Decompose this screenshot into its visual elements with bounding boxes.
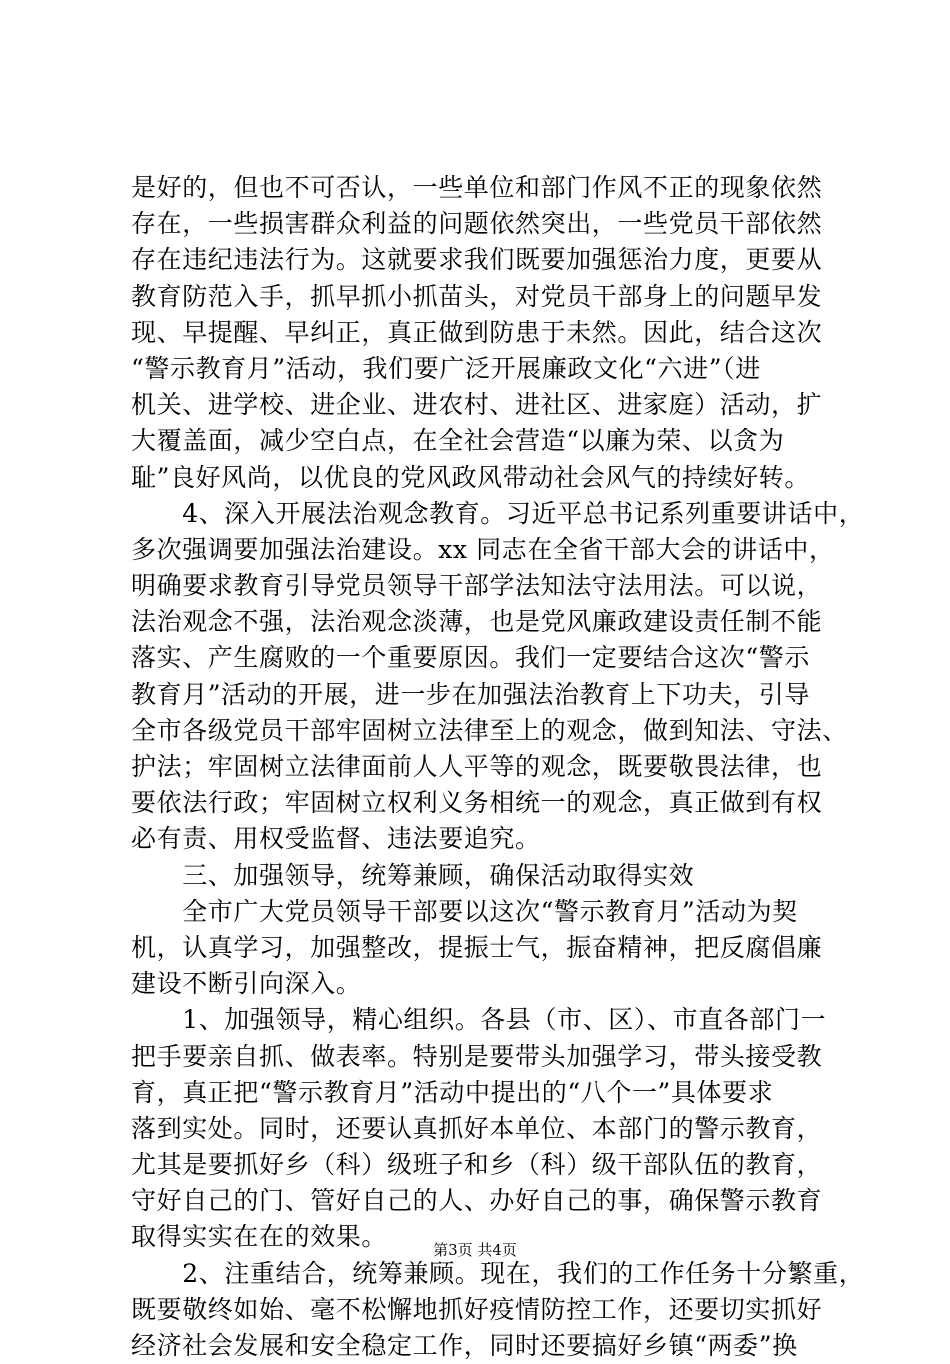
text-line: 1、加强领导，精心组织。各县（市、区）、市直各部门一 — [131, 1005, 827, 1035]
text-line: 机，认真学习，加强整改，提振士气，振奋精神，把反腐倡廉 — [131, 932, 823, 962]
text-line: 2、注重结合，统筹兼顾。现在，我们的工作任务十分繁重， — [131, 1258, 865, 1288]
text-line: 落实、产生腐败的一个重要原因。我们一定要结合这次“警示 — [131, 643, 810, 673]
text-line: 护法；牢固树立法律面前人人平等的观念，既要敬畏法律，也 — [131, 752, 823, 781]
text-line: 教育防范入手，抓早抓小抓苗头，对党员干部身上的问题早发 — [131, 281, 823, 311]
text-line: 落到实处。同时，还要认真抓好本单位、本部门的警示教育， — [131, 1113, 823, 1143]
text-line: 机关、进学校、进企业、进农村、进社区、进家庭）活动，扩 — [131, 390, 823, 420]
text-line: 教育月”活动的开展，进一步在加强法治教育上下功夫，引导 — [131, 679, 810, 709]
text-line: 明确要求教育引导党员领导干部学法知法守法用法。可以说， — [131, 571, 823, 601]
text-line: 尤其是要抓好乡（科）级班子和乡（科）级干部队伍的教育， — [131, 1150, 823, 1180]
text-line: 多次强调要加强法治建设。xx 同志在全省干部大会的讲话中， — [131, 534, 835, 564]
text-line: “警示教育月”活动，我们要广泛开展廉政文化“六进”（进 — [131, 353, 761, 383]
text-line: 把手要亲自抓、做表率。特别是要带头加强学习，带头接受教 — [131, 1041, 823, 1071]
text-line: 既要敬终如始、毫不松懈地抓好疫情防控工作，还要切实抓好 — [131, 1294, 823, 1324]
text-line: 全市广大党员领导干部要以这次“警示教育月”活动为契 — [131, 896, 798, 926]
text-line: 4、深入开展法治观念教育。习近平总书记系列重要讲话中， — [131, 498, 865, 528]
text-line: 育，真正把“警示教育月”活动中提出的“八个一”具体要求 — [131, 1077, 774, 1107]
text-line: 法治观念不强，法治观念淡薄，也是党风廉政建设责任制不能 — [131, 607, 823, 637]
text-line: 全市各级党员干部牢固树立法律至上的观念，做到知法、守法、 — [131, 715, 848, 745]
text-line: 大覆盖面，减少空白点，在全社会营造“以廉为荣、以贪为 — [131, 426, 785, 456]
text-line: 经济社会发展和安全稳定工作，同时还要搞好乡镇“两委”换 — [131, 1331, 798, 1360]
text-line: 要依法行政；牢固树立权利义务相统一的观念，真正做到有权 — [131, 788, 823, 818]
text-line: 取得实实在在的效果。 — [131, 1222, 388, 1252]
text-line: 建设不断引向深入。 — [131, 969, 362, 999]
text-line: 现、早提醒、早纠正，真正做到防患于未然。因此，结合这次 — [131, 317, 823, 347]
section-heading: 三、加强领导，统筹兼顾，确保活动取得实效 — [131, 860, 695, 890]
body-text — [131, 170, 865, 1364]
text-line: 守好自己的门、管好自己的人、办好自己的事，确保警示教育 — [131, 1186, 823, 1216]
text-line: 耻”良好风尚，以优良的党风政风带动社会风气的持续好转。 — [131, 462, 810, 492]
text-line: 存在，一些损害群众利益的问题依然突出，一些党员干部依然 — [131, 209, 823, 239]
page-number-footer: 第3页 共4页 — [433, 1241, 517, 1259]
text-line: 是好的，但也不可否认，一些单位和部门作风不正的现象依然 — [131, 173, 823, 202]
text-line: 存在违纪违法行为。这就要求我们既要加强惩治力度，更要从 — [131, 245, 823, 275]
text-line: 必有责、用权受监督、违法要追究。 — [131, 824, 541, 854]
